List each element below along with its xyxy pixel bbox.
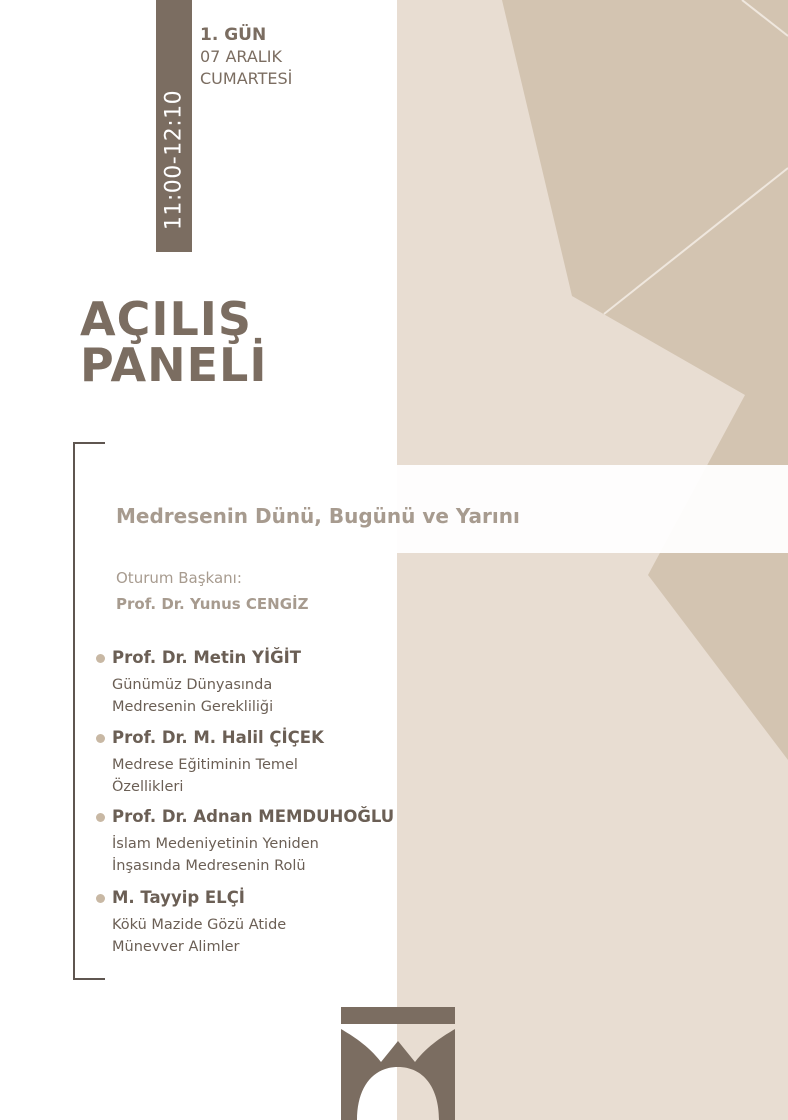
speaker-topic-line1: Medrese Eğitiminin Temel	[112, 757, 298, 773]
speaker-name-row	[96, 646, 301, 670]
speaker-topic	[96, 674, 301, 718]
speaker-topic	[96, 833, 394, 877]
dot-bullet-icon	[96, 654, 105, 663]
speaker-topic-line2: Münevver Alimler	[112, 939, 240, 955]
panel-subtitle: Medresenin Dünü, Bugünü ve Yarını	[116, 504, 520, 528]
speaker-topic	[96, 754, 324, 798]
panel-title-line1: AÇILIŞ	[80, 292, 253, 346]
speaker-topic-line2: İnşasında Medresenin Rolü	[112, 858, 306, 874]
abstract-arch-logo-icon	[341, 1007, 455, 1120]
speaker-topic-line1: Kökü Mazide Gözü Atide	[112, 917, 287, 933]
session-time: 11:00-12:10	[161, 89, 187, 231]
dot-bullet-icon	[96, 894, 105, 903]
speaker-name: Prof. Dr. Metin YİĞİT	[112, 648, 302, 667]
speaker-name: Prof. Dr. Adnan MEMDUHOĞLU	[112, 807, 395, 826]
speaker-topic-line1: Günümüz Dünyasında	[112, 677, 273, 693]
speaker-item	[96, 726, 324, 798]
bracket-bottom	[73, 978, 105, 980]
date-text: 07 ARALIK	[200, 47, 282, 66]
time-bar	[156, 0, 192, 252]
bracket-top	[73, 442, 105, 444]
speaker-topic-line2: Özellikleri	[112, 779, 184, 795]
speaker-item	[96, 805, 394, 877]
speaker-topic	[96, 914, 286, 958]
speaker-name: M. Tayyip ELÇİ	[112, 888, 245, 907]
dot-bullet-icon	[96, 813, 105, 822]
chair-name: Prof. Dr. Yunus CENGİZ	[116, 595, 309, 613]
speaker-item	[96, 886, 286, 958]
speaker-name-row	[96, 886, 286, 910]
bracket-vertical	[73, 442, 75, 980]
chair-label: Oturum Başkanı:	[116, 569, 242, 587]
panel-title	[80, 292, 268, 392]
weekday-text: CUMARTESİ	[200, 69, 293, 88]
speaker-topic-line2: Medresenin Gerekliliği	[112, 699, 274, 715]
speaker-name-row	[96, 805, 394, 829]
speaker-name-row	[96, 726, 324, 750]
speaker-name: Prof. Dr. M. Halil ÇİÇEK	[112, 728, 324, 747]
speaker-topic-line1: İslam Medeniyetinin Yeniden	[112, 836, 319, 852]
panel-title-line2: PANELİ	[80, 338, 268, 392]
day-number: 1. GÜN	[200, 25, 267, 45]
dot-bullet-icon	[96, 734, 105, 743]
day-block	[200, 24, 292, 90]
speaker-item	[96, 646, 301, 718]
